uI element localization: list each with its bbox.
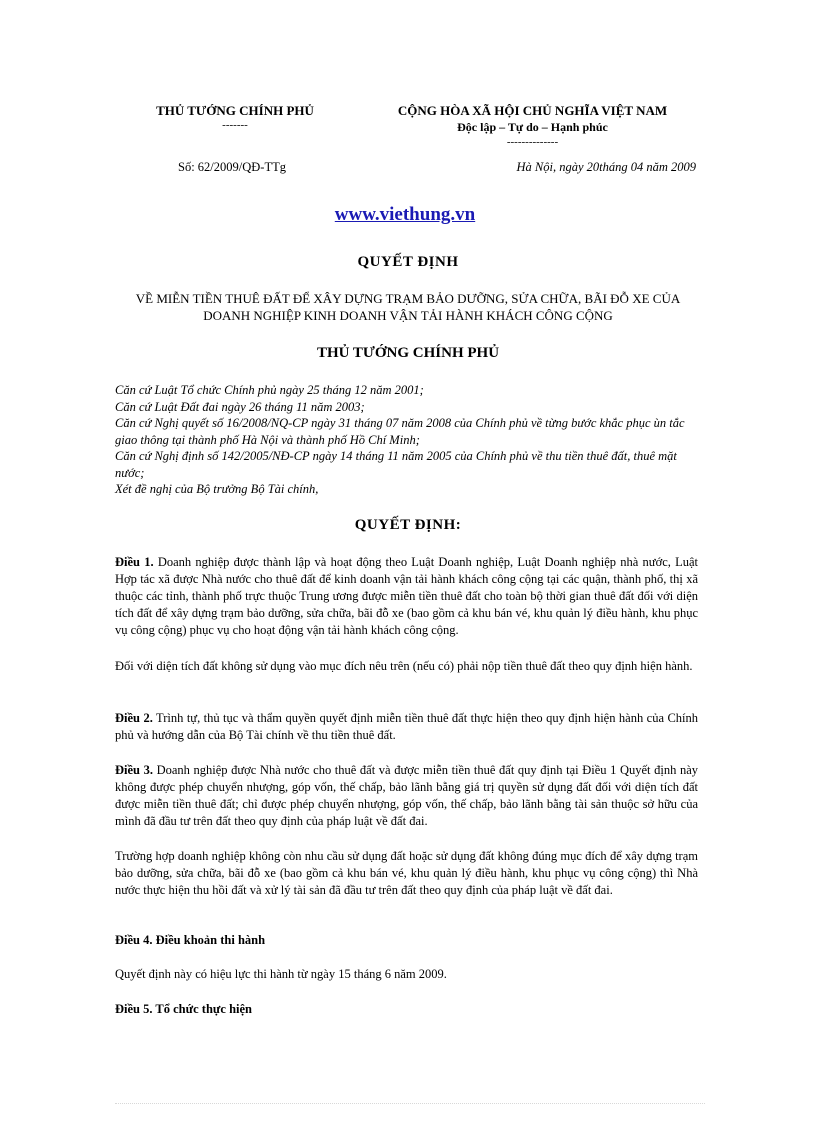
national-motto: Độc lập – Tự do – Hạnh phúc [457,120,608,134]
subject-line: DOANH NGHIỆP KINH DOANH VẬN TẢI HÀNH KHÁCH CÔNG CỘNG [203,308,613,323]
article-text: Trình tự, thủ tục và thẩm quyền quyết định miễn tiền thuê đất thực hiện theo quy định hiện hành của Chính phủ và hướng dẫn của Bộ Tài chính về thu tiền thuê đất. [115,711,699,742]
country-name: CỘNG HÒA XÃ HỘI CHỦ NGHĨA VIỆT NAM [397,103,668,118]
article-label: Điều 2. [115,711,153,725]
legal-basis-item: Căn cứ Nghị quyết số 16/2008/NQ-CP ngày 31 tháng 07 năm 2008 của Chính phủ về từng bước khắc phục ùn tắc giao thông tại thành phố Hà Nội và thành phố Hồ Chí Minh; [115,416,685,447]
issuing-agency-block [120,102,350,131]
document-number: Số: 62/2009/QĐ-TTg [178,160,286,174]
legal-bases [115,382,705,498]
article-1 [115,554,698,639]
article-text: Doanh nghiệp được Nhà nước cho thuê đất và được miễn tiền thuê đất quy định tại Điều 1 Quyết định này không được phép chuyển nhượng, góp vốn, thế chấp, bảo lãnh bằng giá trị quyền sử dụng đất đối với diện tích đất được miễn tiền thuê đất; chỉ được phép chuyển nhượng, góp vốn, thế chấp, bảo lãnh bằng tài sản thuộc sở hữu của mình đã đầu tư trên đất theo quy định của pháp luật về đất đai. [115,763,698,828]
issuing-authority: THỦ TƯỚNG CHÍNH PHỦ [316,345,500,361]
article-label: Điều 3. [115,763,153,777]
article-text: Trường hợp doanh nghiệp không còn nhu cầu sử dụng đất hoặc sử dụng đất không đúng mục đích để xây dựng trạm bảo dưỡng, sửa chữa, bãi đỗ xe (bao gồm cả khu bán vé, khu quản lý điều hành, khu phục vụ công cộng) thì Nhà nước thực hiện thu hồi đất và xử lý tài sản đã đầu tư trên đất theo quy định của pháp luật về đất đai. [115,849,698,897]
legal-basis-item: Xét đề nghị của Bộ trưởng Bộ Tài chính, [115,482,319,496]
page-footer-divider [115,1103,705,1104]
article-5-heading: Điều 5. Tổ chức thực hiện [115,1002,252,1016]
issuing-agency: THỦ TƯỚNG CHÍNH PHỦ [156,103,314,118]
agency-separator: ------- [222,119,248,131]
place-and-date: Hà Nội, ngày 20tháng 04 năm 2009 [516,160,696,174]
legal-basis-item: Căn cứ Luật Đất đai ngày 26 tháng 11 năm 2003; [115,399,365,414]
legal-basis-item: Căn cứ Nghị định số 142/2005/NĐ-CP ngày 14 tháng 11 năm 2005 của Chính phủ về thu tiền thuê đất, thuê mặt nước; [115,449,677,480]
article-3-note [115,848,698,899]
website-link[interactable]: www.viethung.vn [334,204,476,225]
legal-basis-item: Căn cứ Luật Tổ chức Chính phủ ngày 25 tháng 12 năm 2001; [115,383,424,397]
article-label: Điều 1. [115,555,154,569]
article-3 [115,762,698,830]
subject-line: VỀ MIỄN TIỀN THUÊ ĐẤT ĐỂ XÂY DỰNG TRẠM BẢO DƯỠNG, SỬA CHỮA, BÃI ĐỖ XE CỦA [135,291,681,306]
website-block [0,204,816,226]
national-title-block [360,102,705,148]
motto-separator: -------------- [506,136,559,148]
article-text: Doanh nghiệp được thành lập và hoạt động theo Luật Doanh nghiệp, Luật Doanh nghiệp nhà nước, Luật Hợp tác xã được Nhà nước cho thuê đất để kinh doanh vận tải hành khách công cộng tại các quận, thành phố, thị xã thuộc các tỉnh, thành phố trực thuộc Trung ương được miễn tiền thuê đất cho toàn bộ thời gian thuê đất đối với diện tích đất để xây dựng trạm bảo dưỡng, sửa chữa, bãi đỗ xe (bao gồm cả khu bán vé, khu quản lý điều hành, khu phục vụ công cộng) phục vụ cho hoạt động vận tải hành khách công cộng. [115,555,698,637]
article-4-text: Quyết định này có hiệu lực thi hành từ ngày 15 tháng 6 năm 2009. [115,967,447,981]
document-subject [110,290,706,324]
decision-heading: QUYẾT ĐỊNH: [354,517,462,533]
article-2 [115,710,698,744]
article-1-note [115,658,698,675]
article-4-heading: Điều 4. Điều khoản thi hành [115,933,266,947]
article-text: Đối với diện tích đất không sử dụng vào mục đích nêu trên (nếu có) phải nộp tiền thuê đất theo quy định hiện hành. [115,659,693,673]
document-title: QUYẾT ĐỊNH [357,254,459,270]
